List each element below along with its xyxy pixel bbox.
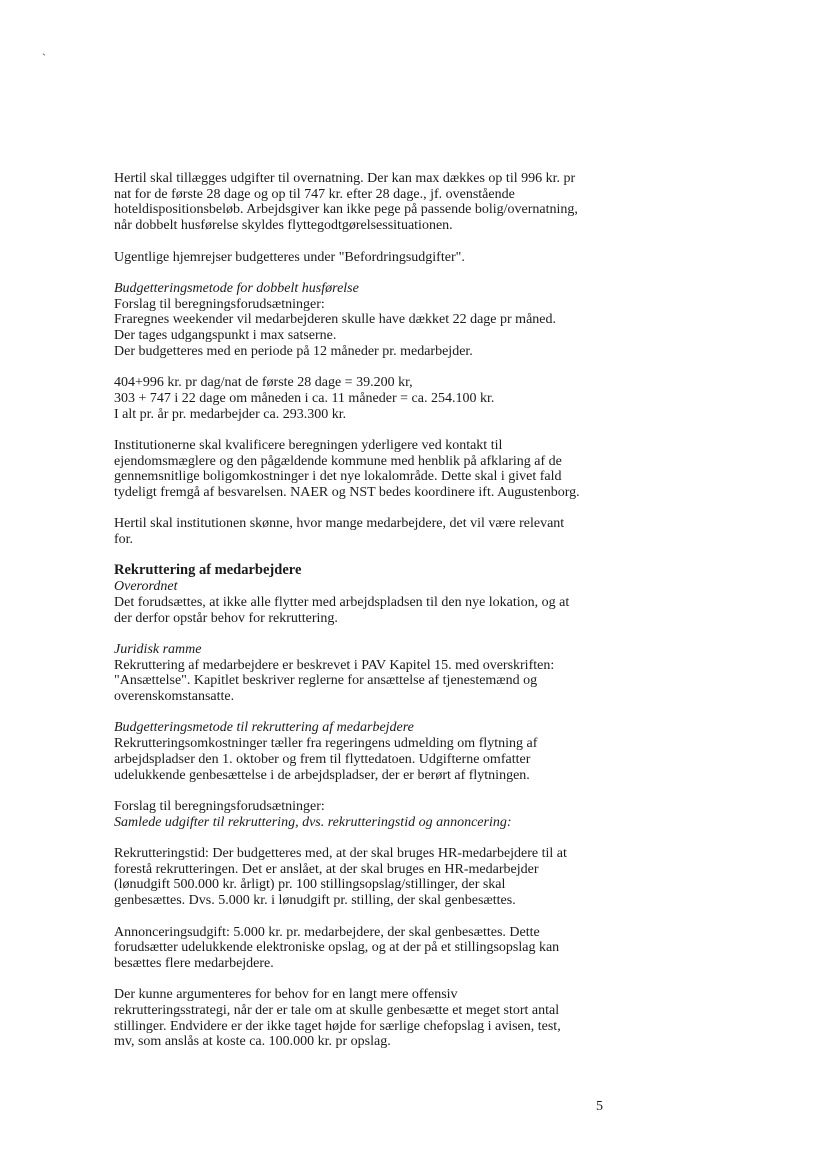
- paragraph-beregning: [114, 375, 614, 422]
- text-line: Der budgetteres med en periode på 12 måneder pr. medarbejder.: [114, 343, 473, 359]
- text-line: Institutionerne skal kvalificere beregningen yderligere ved kontakt til: [114, 437, 503, 453]
- paragraph-forslag: [114, 799, 614, 830]
- text-line: (lønudgift 500.000 kr. årligt) pr. 100 stillingsopslag/stillinger, der skal: [114, 877, 506, 893]
- paragraph-dobbelt-husfoerelse: [114, 281, 614, 360]
- paragraph-hjemrejser: [114, 250, 614, 266]
- paragraph-annoncering: [114, 925, 614, 972]
- text-line: når dobbelt husførelse skyldes flyttegodtgørelsessituationen.: [114, 218, 453, 234]
- text-line: Annonceringsudgift: 5.000 kr. pr. medarbejdere, der skal genbesættes. Dette: [114, 924, 540, 940]
- subheading-budgetteringsmetode: Budgetteringsmetode for dobbelt husførelse: [114, 280, 359, 296]
- paragraph-argument: [114, 987, 614, 1050]
- paragraph-overnatning: [114, 171, 614, 234]
- section-rekruttering: [114, 563, 614, 626]
- text-line: ejendomsmæglere og den pågældende kommune med henblik på afklaring af de: [114, 453, 562, 469]
- text-line: Der tages udgangspunkt i max satserne.: [114, 328, 337, 343]
- text-line: Hertil skal institutionen skønne, hvor mange medarbejdere, det vil være relevant: [114, 516, 565, 532]
- text-line: 404+996 kr. pr dag/nat de første 28 dage = 39.200 kr,: [114, 375, 413, 391]
- text-line: Fraregnes weekender vil medarbejderen skulle have dækket 22 dage pr måned.: [114, 312, 556, 328]
- text-line: Rekrutteringsomkostninger tæller fra regeringens udmelding om flytning af: [114, 736, 538, 752]
- paragraph-rekrutteringstid: [114, 846, 614, 909]
- paragraph-juridisk-ramme: [114, 642, 614, 705]
- text-line: nat for de første 28 dage og op til 747 kr. efter 28 dage., jf. ovenstående: [114, 186, 515, 202]
- text-line: forestå rekrutteringen. Det er anslået, at der skal bruges en HR-medarbejder: [114, 861, 539, 877]
- paragraph-rekruttering-metode: [114, 720, 614, 783]
- text-line: Der kunne argumenteres for behov for en langt mere offensiv: [114, 987, 458, 1003]
- text-line: udelukkende genbesættelse i de arbejdspladser, der er berørt af flytningen.: [114, 767, 530, 783]
- text-line: arbejdspladser den 1. oktober og frem til flyttedatoen. Udgifterne omfatter: [114, 751, 531, 767]
- subheading-overordnet: Overordnet: [114, 579, 178, 595]
- stray-mark: `: [42, 51, 46, 65]
- text-line: besættes flere medarbejdere.: [114, 955, 274, 971]
- text-line: "Ansættelse". Kapitlet beskriver reglerne for ansættelse af tjenestemænd og: [114, 673, 538, 689]
- text-line: tydeligt fremgå af besvarelsen. NAER og NST bedes koordinere ift. Augustenborg.: [114, 485, 580, 500]
- text-line: Forslag til beregningsforudsætninger:: [114, 798, 325, 814]
- page-body: [114, 171, 614, 1050]
- text-line: overenskomstansatte.: [114, 689, 235, 705]
- text-line: Det forudsættes, at ikke alle flytter med arbejdspladsen til den nye lokation, og at: [114, 594, 570, 610]
- text-line: Hertil skal tillægges udgifter til overnatning. Der kan max dækkes op til 996 kr. pr: [114, 171, 576, 186]
- text-line: rekrutteringsstrategi, når der er tale om at skulle genbesætte et meget stort antal: [114, 1003, 560, 1019]
- text-line: Forslag til beregningsforudsætninger:: [114, 296, 325, 312]
- text-line: genbesættes. Dvs. 5.000 kr. i lønudgift pr. stilling, der skal genbesættes.: [114, 893, 516, 909]
- text-line: der derfor opstår behov for rekruttering.: [114, 610, 338, 626]
- section-heading: Rekruttering af medarbejdere: [114, 562, 302, 579]
- text-line: 303 + 747 i 22 dage om måneden i ca. 11 måneder = ca. 254.100 kr.: [114, 390, 495, 406]
- text-line: Ugentlige hjemrejser budgetteres under "Befordringsudgifter".: [114, 249, 465, 265]
- text-line: forudsætter udelukkende elektroniske opslag, og at der på et stillingsopslag kan: [114, 940, 560, 956]
- text-line: hoteldispositionsbeløb. Arbejdsgiver kan ikke pege på passende bolig/overnatning,: [114, 202, 578, 218]
- page-number: 5: [596, 1099, 603, 1114]
- text-line: stillinger. Endvidere er der ikke taget højde for særlige chefopslag i avisen, test,: [114, 1018, 561, 1034]
- text-line: Rekruttering af medarbejdere er beskrevet i PAV Kapitel 15. med overskriften:: [114, 657, 555, 673]
- text-line: gennemsnitlige boligomkostninger i det nye lokalområde. Dette skal i givet fald: [114, 469, 562, 485]
- text-line: Rekrutteringstid: Der budgetteres med, at der skal bruges HR-medarbejdere til at: [114, 846, 567, 862]
- text-line: I alt pr. år pr. medarbejder ca. 293.300 kr.: [114, 406, 347, 422]
- text-line: mv, som anslås at koste ca. 100.000 kr. pr opslag.: [114, 1034, 391, 1050]
- subheading-samlede-udgifter: Samlede udgifter til rekruttering, dvs. rekrutteringstid og annoncering:: [114, 814, 512, 830]
- text-line: for.: [114, 532, 134, 548]
- subheading-juridisk-ramme: Juridisk ramme: [114, 641, 202, 657]
- subheading-budgetteringsmetode-rekruttering: Budgetteringsmetode til rekruttering af medarbejdere: [114, 720, 414, 736]
- paragraph-skoen: [114, 516, 614, 547]
- paragraph-kvalificering: [114, 438, 614, 501]
